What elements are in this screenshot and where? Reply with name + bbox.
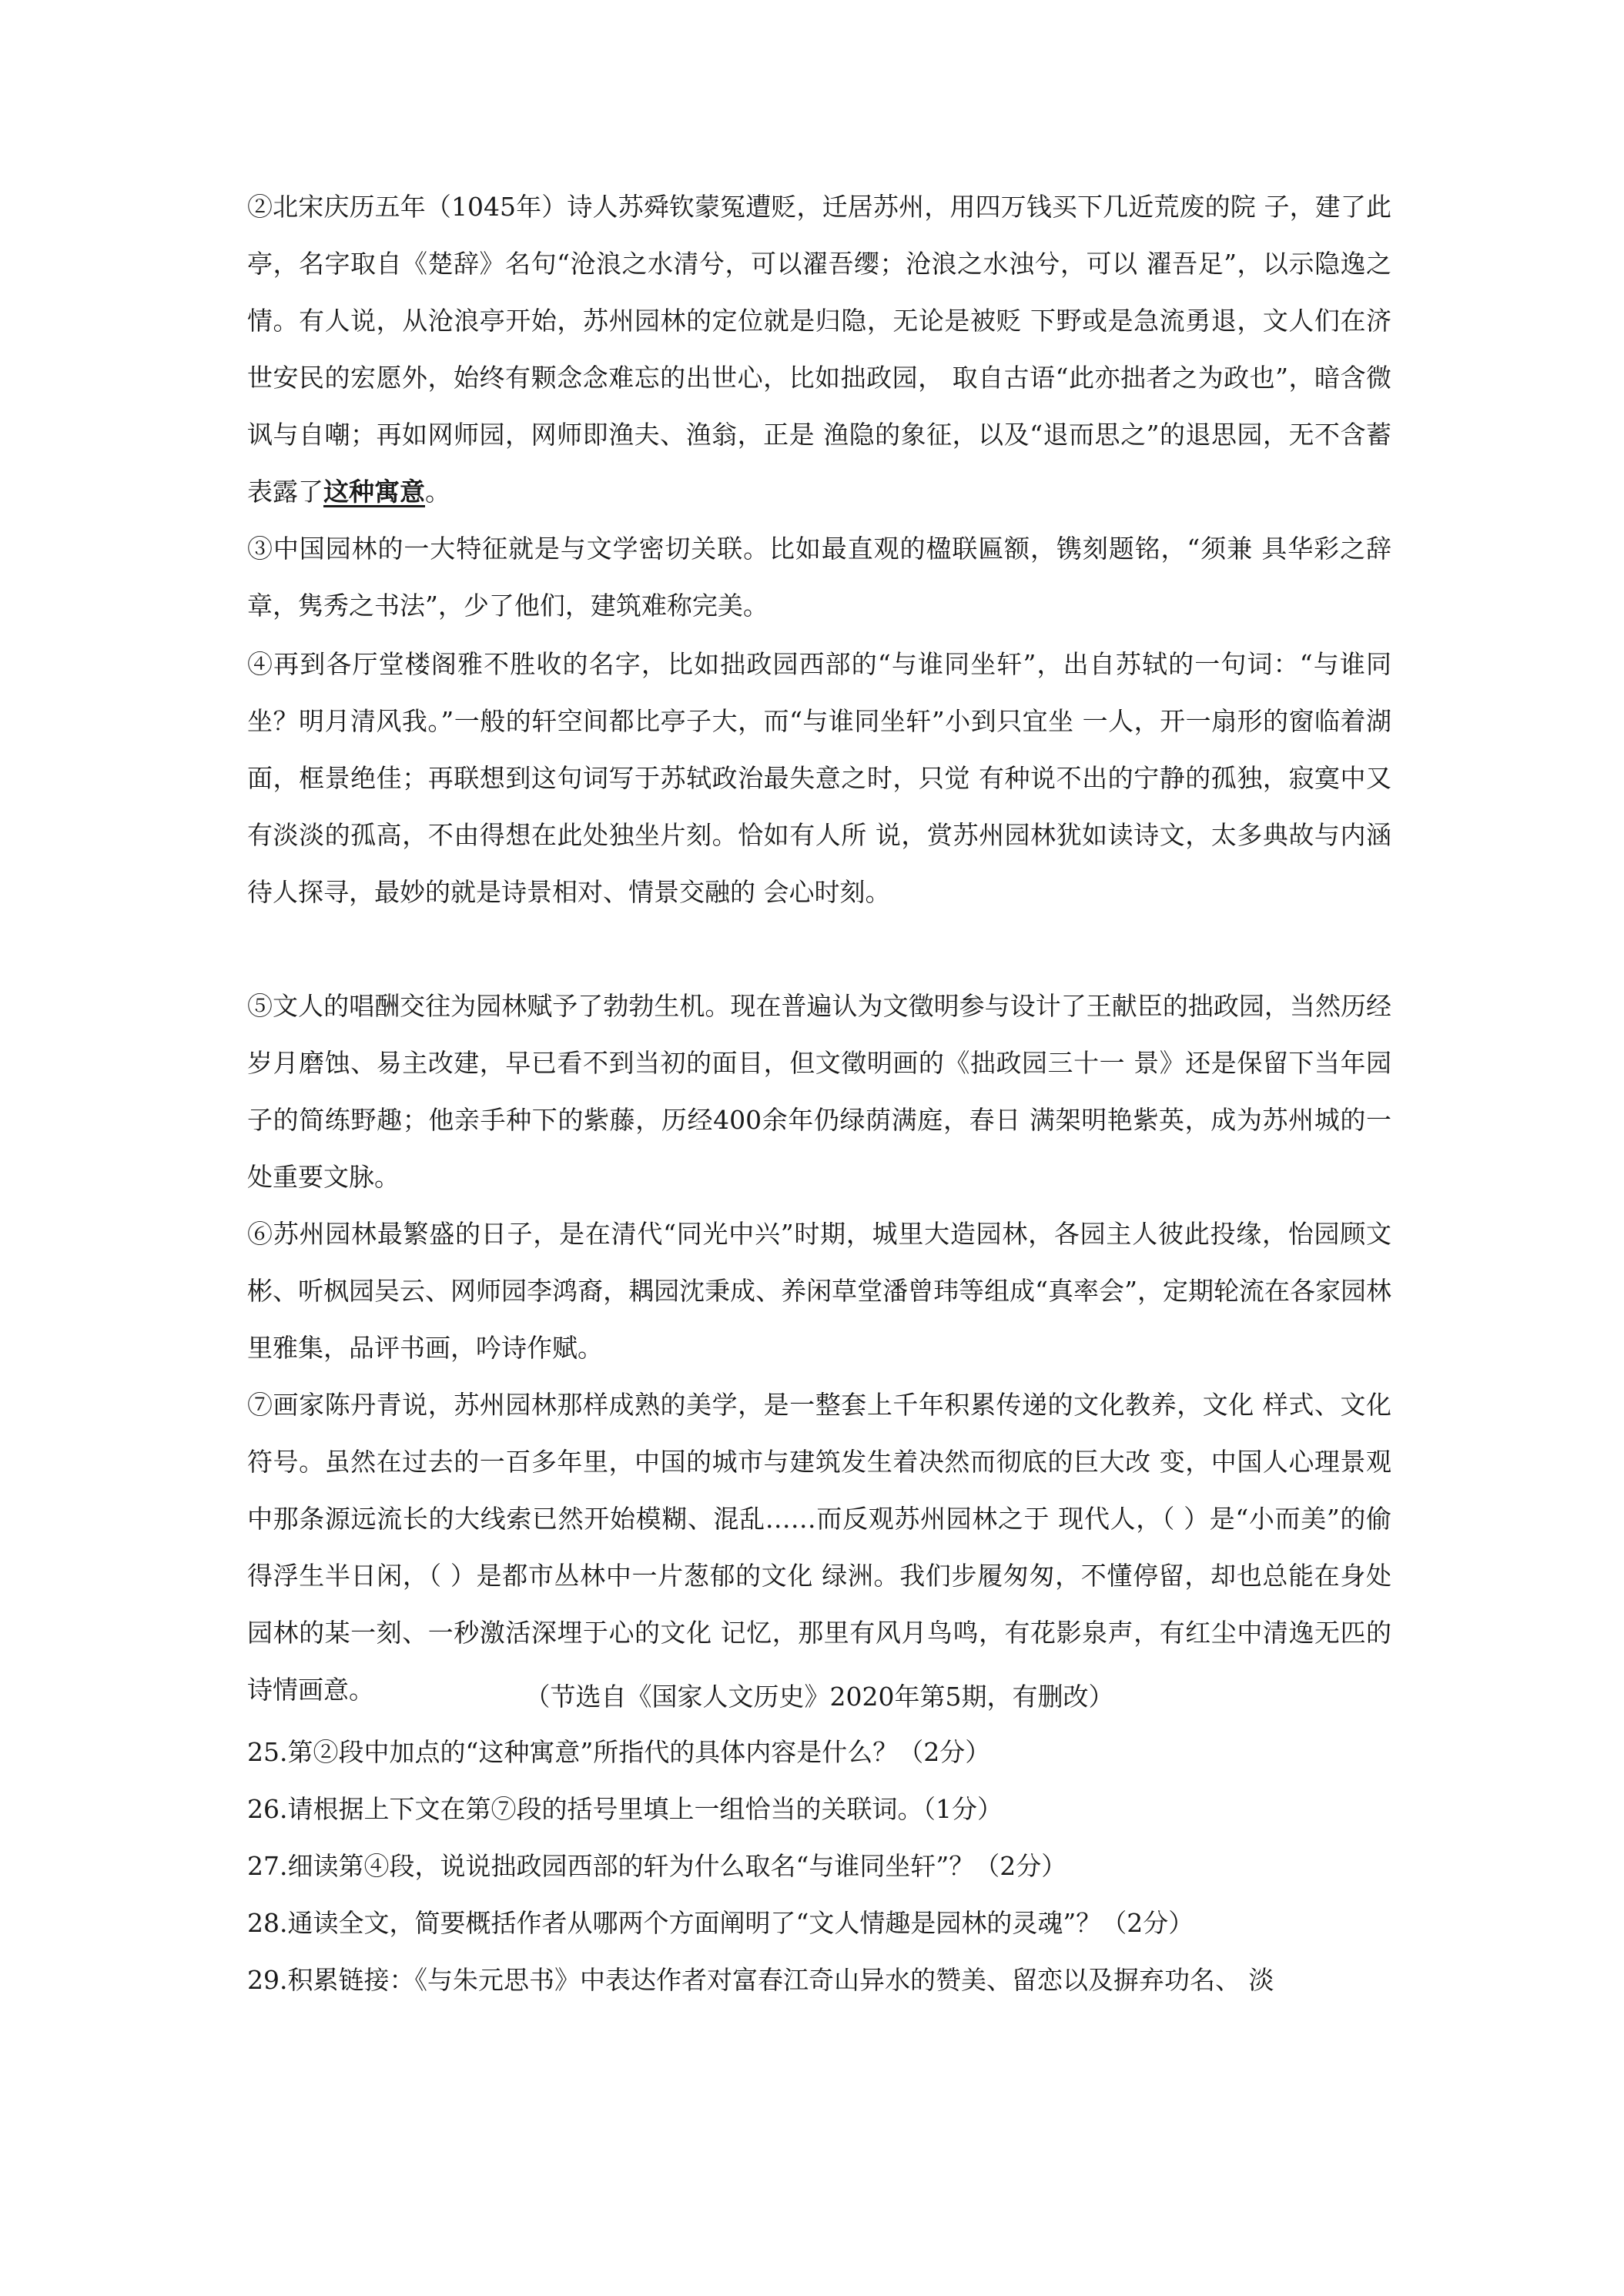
paragraph-4-text: ④再到各厅堂楼阁雅不胜收的名字，比如拙政园西部的“与谁同坐轩”，出自苏轼的一句词：“与谁同坐？明月清风我。”一般的轩空间都比亭子大，而“与谁同坐轩”小到只宜坐 一人，开一扇形的窗临着湖面，框景绝佳；再联想到这句词写于苏轼政治最失意之时，只觉 有种说不出的宁静的孤独，寂寞中又有淡淡的孤高，不由得想在此处独坐片刻。恰如有人所 说，赏苏州园林犹如读诗文，太多典故与内涵待人探寻，最妙的就是诗景相对、情景交融的 会心时刻。 — [247, 649, 1391, 907]
paragraph-5-text: ⑤文人的唱酬交往为园林赋予了勃勃生机。现在普遍认为文徵明参与设计了王献臣的拙政园，当然历经岁月磨蚀、易主改建，早已看不到当初的面目，但文徵明画的《拙政园三十一 景》还是保留下当年园子的简练野趣；他亲手种下的紫藤，历经400余年仍绿荫满庭，春日 满架明艳紫英，成为苏州城的一处重要文脉。 — [247, 991, 1391, 1192]
question-28: 28.通读全文，简要概括作者从哪两个方面阐明了“文人情趣是园林的灵魂”？（2分） — [247, 1908, 1194, 1938]
paragraph-3 — [247, 520, 1391, 634]
emphasized-phrase: 这种寓意 — [323, 477, 425, 507]
paragraph-4 — [247, 636, 1391, 921]
paragraph-2 — [247, 179, 1391, 520]
paragraph-2-text: ②北宋庆历五年（1045年）诗人苏舜钦蒙冤遭贬，迁居苏州，用四万钱买下几近荒废的院 子，建了此亭，名字取自《楚辞》名句“沧浪之水清兮，可以濯吾缨；沧浪之水浊兮，可以 濯吾足”，以示隐逸之情。有人说，从沧浪亭开始，苏州园林的定位就是归隐，无论是被贬 下野或是急流勇退，文人们在济世安民的宏愿外，始终有颗念念难忘的出世心，比如拙政园， 取自古语“此亦拙者之为政也”，暗含微讽与自嘲；再如网师园，网师即渔夫、渔翁，正是 渔隐的象征，以及“退而思之”的退思园，无不含蓄表露了 — [247, 192, 1391, 507]
paragraph-6-text: ⑥苏州园林最繁盛的日子，是在清代“同光中兴”时期，城里大造园林，各园主人彼此投缘，怡园顾文彬、听枫园吴云、网师园李鸿裔，耦园沈秉成、养闲草堂潘曾玮等组成“真率会”，定期轮流在各家园林里雅集，品评书画，吟诗作赋。 — [247, 1219, 1391, 1363]
source-citation: （节选自《国家人文历史》2020年第5期，有删改） — [524, 1682, 1114, 1712]
paragraph-7 — [247, 1377, 1391, 1719]
paragraph-3-text: ③中国园林的一大特征就是与文学密切关联。比如最直观的楹联匾额，镌刻题铭，“须兼 具华彩之辞章，隽秀之书法”，少了他们，建筑难称完美。 — [247, 534, 1391, 621]
paragraph-7-text: ⑦画家陈丹青说，苏州园林那样成熟的美学，是一整套上千年积累传递的文化教养，文化 样式、文化符号。虽然在过去的一百多年里，中国的城市与建筑发生着决然而彻底的巨大改 变，中国人心理景观中那条源远流长的大线索已然开始模糊、混乱……而反观苏州园林之于 现代人，（ ）是“小而美”的偷得浮生半日闲，（ ）是都市丛林中一片葱郁的文化 绿洲。我们步履匆匆，不懂停留，却也总能在身处园林的某一刻、一秒激活深埋于心的文化 记忆，那里有风月鸟鸣，有花影泉声，有红尘中清逸无匹的诗情画意。 — [247, 1390, 1391, 1705]
question-26: 26.请根据上下文在第⑦段的括号里填上一组恰当的关联词。（1分） — [247, 1794, 1003, 1824]
question-29: 29.积累链接：《与朱元思书》中表达作者对富春江奇山异水的赞美、留恋以及摒弃功名、 淡 — [247, 1965, 1274, 1995]
question-25: 25.第②段中加点的“这种寓意”所指代的具体内容是什么？（2分） — [247, 1737, 991, 1767]
paragraph-6 — [247, 1206, 1391, 1377]
paragraph-5 — [247, 978, 1391, 1206]
paragraph-2-end: 。 — [425, 477, 450, 507]
question-27: 27.细读第④段，说说拙政园西部的轩为什么取名“与谁同坐轩”？（2分） — [247, 1851, 1067, 1881]
